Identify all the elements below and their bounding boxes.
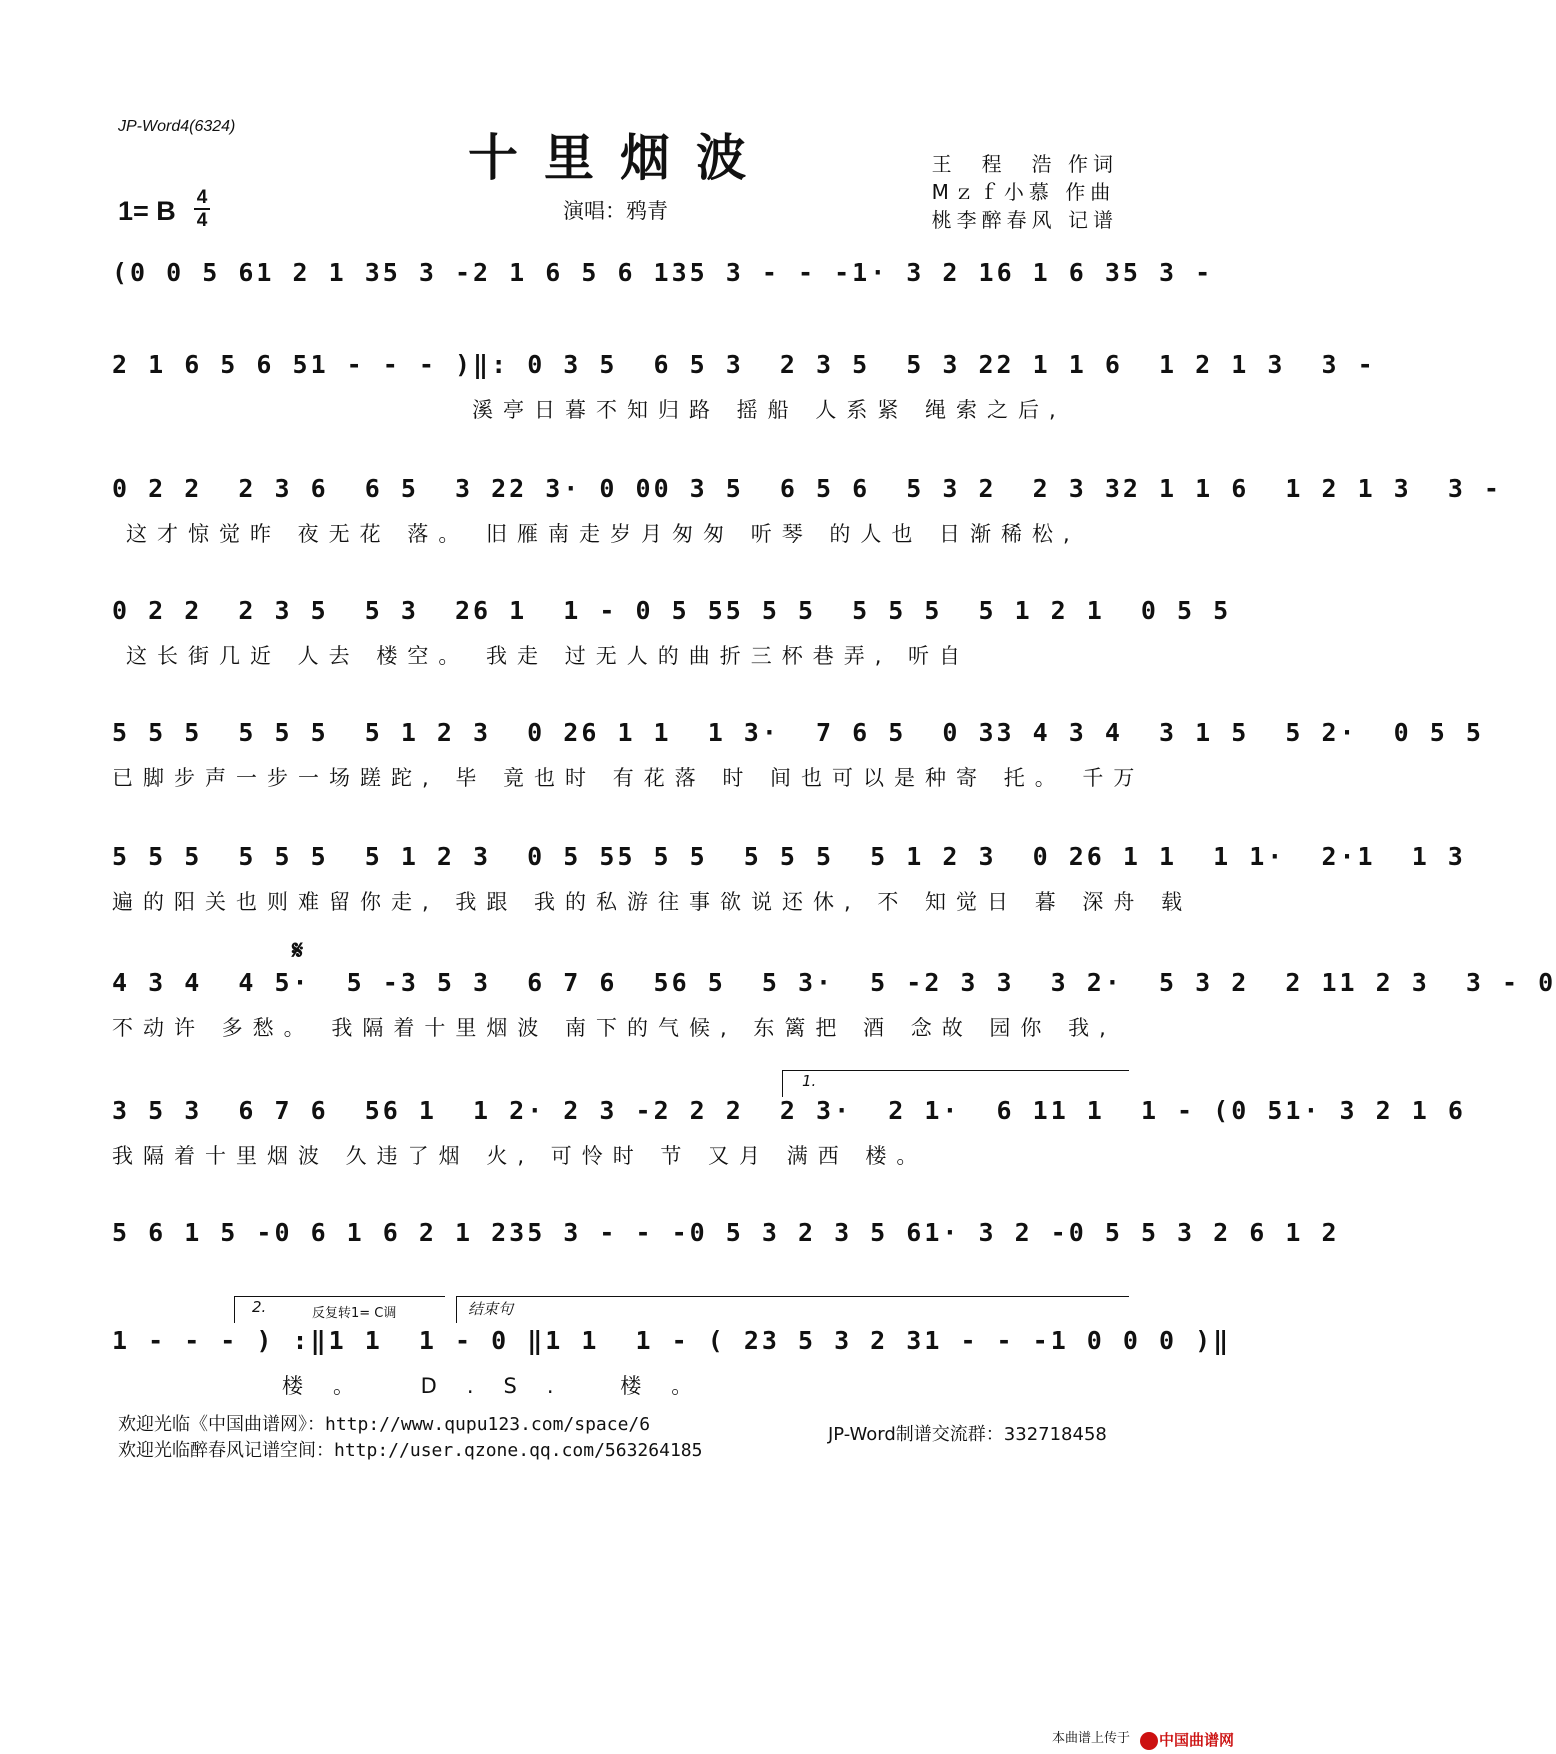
lyrics-line: 这才惊觉昨 夜无花 落。 旧雁南走岁月匆匆 听琴 的人也 日渐稀松, [126,522,1080,546]
footer-site-link[interactable]: 欢迎光临《中国曲谱网》：http://www.qupu123.com/space/6 [118,1414,651,1435]
singer-label: 演唱：鸦青 [563,199,668,223]
volta-bracket-1 [782,1070,1129,1097]
measure: ‖: 0 3 5 6 5 3 2 3 5 5 3 2 [473,350,997,379]
time-signature-bottom: 4 [196,210,208,231]
credits [932,150,1118,234]
measure: 0 3 5 6 5 6 5 3 2 2 3 3 [653,474,1123,503]
measure: 5 6 1 5 - [112,1218,275,1247]
measure: 2 2 2 2 3· 2 1· 6 1 [653,1096,1051,1125]
measure: 5 5 5 5 5 5 5 1 2 1 0 5 5 [725,596,1232,625]
volta-label-2: 2. [252,1298,267,1316]
measure: (0 0 5 6 [112,258,257,287]
measure: 35 3 - - - [671,258,853,287]
measure: 2 1 1 6 1 2 1 3 3 - [1122,474,1502,503]
measure: 6 5 5 3· 5 - [671,968,925,997]
measure: 1 - - - ) [310,350,474,379]
segno-sign: 𝄋 [292,936,304,966]
lyrics-line: 这长街几近 人去 楼空。 我走 过无人的曲折三杯巷弄, 听自 [126,644,971,668]
measure: 1· 3 2 1 6 [1285,1096,1466,1125]
measure: 0 2 2 2 3 5 5 3 2 [112,596,474,625]
lyrics-line: 我隔着十里烟波 久违了烟 火, 可怜时 节 又月 满西 楼。 [112,1144,928,1168]
measure: 5 5 5 5 5 5 5 1 2 3 0 5 5 [112,842,618,871]
measure: 2 1 1 6 1 2 1 3 3 - [996,350,1376,379]
measure: 1 2 1 35 3 - [256,258,474,287]
volta-label-1: 1. [802,1072,817,1090]
lyricist-credit: 王 程 浩 作词 [931,152,1118,176]
measure: 2 1 6 5 6 5 [112,350,311,379]
upload-note: 本曲谱上传于 [1051,1731,1130,1746]
time-signature-top: 4 [196,187,208,208]
footer-space-link[interactable]: 欢迎光临醉春风记谱空间：http://user.qzone.qq.com/563264185 [118,1440,703,1461]
footer-group-number: JP-Word制谱交流群：332718458 [828,1424,1107,1445]
lyrics-line: 楼。 D.S. 楼。 [282,1374,723,1398]
measure: 5 5 5 5 5 5 5 1 2 3 0 2 [617,842,1087,871]
measure: 1 - - - [924,1326,1051,1355]
measure: 6 1 1 1 1· 2·1 1 3 [1086,842,1466,871]
logo-text: 中国曲谱网 [1158,1731,1234,1749]
measure: 1· 3 2 - [924,1218,1069,1247]
lyrics-line: 溪亭日暮不知归路 摇船 人系紧 绳索之后, [472,398,1066,422]
measure: 3 5 3 6 7 6 5 [112,1096,383,1125]
measure: 1 1 1 - ( 2 [545,1326,762,1355]
measure: 1 0 0 0 )‖ [1050,1326,1232,1355]
logo-icon [1140,1732,1158,1750]
time-signature [192,188,212,230]
repeat-key-change-note: 反复转1= C调 [312,1306,397,1321]
measure: 3 5 3 2 3 [761,1326,925,1355]
site-logo [1136,1728,1240,1754]
measure: 2 1 6 5 6 1 [473,258,672,287]
measure: 3 4 3 4 3 1 5 5 2· 0 5 5 [996,718,1484,747]
measure: 0 2 2 2 3 6 6 5 3 2 [112,474,510,503]
measure: 6 1 1 1 3· 7 6 5 0 3 [581,718,997,747]
ending-label: 结束句 [468,1300,514,1318]
measure: 2 3 3 3 2· 5 3 2 2 1 [924,968,1340,997]
ending-bracket [456,1296,1129,1323]
measure: 0 5 5 3 2 6 1 2 [1068,1218,1340,1247]
measure: 3 5 3 6 7 6 5 [400,968,672,997]
measure: 0 5 3 2 3 5 6 [689,1218,925,1247]
measure: 1 1 1 - 0 ‖ [328,1326,546,1355]
lyrics-line: 已脚步声一步一场蹉跎, 毕 竟也时 有花落 时 间也可以是种寄 托。 千万 [112,766,1145,790]
composer-credit: Mｚｆ小慕 作曲 [931,180,1116,204]
page-title: 十里烟波 [468,128,772,187]
measure: 5 5 5 5 5 5 5 1 2 3 0 2 [112,718,582,747]
measure: 6 1 1 - 0 5 5 [473,596,726,625]
measure: 6 1 6 35 3 - [996,258,1214,287]
software-label: JP-Word4(6324) [118,118,236,135]
lyrics-line: 不动许 多愁。 我隔着十里烟波 南下的气候, 东篱把 酒 念故 园你 我, [112,1016,1116,1040]
measure: 1 - - - ) :‖ [112,1326,329,1355]
measure: 2 3· 0 0 [509,474,654,503]
measure: 4 3 4 4 5· 5 - [112,968,401,997]
measure: 1 1 1 - (0 5 [1050,1096,1286,1125]
lyrics-line: 遍的阳关也则难留你走, 我跟 我的私游往事欲说还休, 不 知觉日 暮 深舟 载 [112,890,1193,914]
measure: 6 1 1 2· 2 3 - [382,1096,654,1125]
measure: 1· 3 2 1 [852,258,997,287]
measure: 0 6 1 6 2 1 2 [274,1218,510,1247]
measure: 35 3 - - - [509,1218,690,1247]
measure: 1 2 3 3 - 0 [1339,968,1556,997]
transcriber-credit: 桃李醉春风 记谱 [931,208,1118,232]
key-signature: 1= B [118,196,176,226]
